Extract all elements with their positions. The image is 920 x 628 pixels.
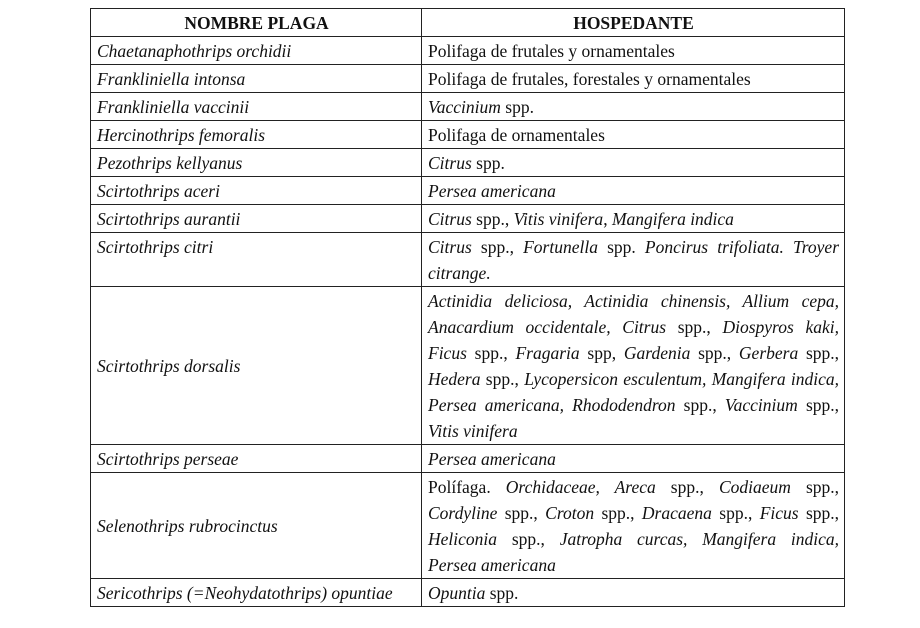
host-text: spp., xyxy=(594,503,642,523)
host-text: spp., xyxy=(480,369,525,389)
host-taxon-text: Persea americana xyxy=(428,449,556,469)
host-cell xyxy=(422,93,845,121)
table-row xyxy=(91,445,845,473)
host-taxon-text: Vitis vinifera xyxy=(428,421,518,441)
host-taxon-text: Lycopersicon esculentum, Mangifera indica, Persea americana, Rhododendron xyxy=(428,369,840,415)
host-taxon-text: Ficus xyxy=(759,503,799,523)
host-text: spp., xyxy=(497,503,546,523)
host-text: spp. xyxy=(500,97,534,117)
host-text: spp., xyxy=(690,343,739,363)
host-taxon-text: Codiaeum xyxy=(718,477,791,497)
host-taxon-text: Persea americana xyxy=(428,181,556,201)
host-text: spp. xyxy=(471,153,505,173)
table-row xyxy=(91,177,845,205)
host-taxon-text: Orchidaceae, Areca xyxy=(505,477,656,497)
table-row xyxy=(91,233,845,287)
host-cell xyxy=(422,445,845,473)
host-text: Polífaga. xyxy=(428,477,506,497)
header-hospedante: HOSPEDANTE xyxy=(422,9,845,37)
table-row xyxy=(91,205,845,233)
host-text: spp., xyxy=(790,477,840,497)
host-text: Polifaga de frutales y ornamentales xyxy=(428,41,675,61)
host-taxon-text: Citrus xyxy=(428,209,472,229)
header-row xyxy=(91,9,845,37)
host-text: spp., xyxy=(466,343,516,363)
table-row xyxy=(91,37,845,65)
pest-name: Hercinothrips femoralis xyxy=(91,121,422,149)
table-row xyxy=(91,65,845,93)
host-cell xyxy=(422,65,845,93)
host-taxon-text: Opuntia xyxy=(428,583,486,603)
pest-name: Scirtothrips aurantii xyxy=(91,205,422,233)
host-taxon-text: Diospyros kaki, Ficus xyxy=(428,317,839,363)
host-text: spp. xyxy=(597,237,645,257)
table-row xyxy=(91,93,845,121)
pest-name: Scirtothrips dorsalis xyxy=(91,287,422,445)
host-text: spp., xyxy=(471,237,524,257)
host-cell xyxy=(422,287,845,445)
host-cell xyxy=(422,233,845,287)
host-taxon-text: Fortunella xyxy=(523,237,598,257)
host-taxon-text: Actinidia deliciosa, Actinidia chinensis, Allium cepa, Anacardium occidentale, Citrus xyxy=(428,291,839,337)
host-cell xyxy=(422,579,845,607)
table-row xyxy=(91,149,845,177)
host-text: spp., xyxy=(798,503,840,523)
pest-name: Pezothrips kellyanus xyxy=(91,149,422,177)
host-taxon-text: Vaccinium xyxy=(428,97,501,117)
host-text: spp., xyxy=(711,503,760,523)
host-cell xyxy=(422,473,845,579)
host-cell xyxy=(422,37,845,65)
table-row xyxy=(91,121,845,149)
table-row xyxy=(91,579,845,607)
host-taxon-text: Croton xyxy=(545,503,595,523)
host-text: spp., xyxy=(797,395,839,415)
pest-name: Frankliniella vaccinii xyxy=(91,93,422,121)
host-cell xyxy=(422,149,845,177)
host-taxon-text: Vitis vinifera xyxy=(513,209,604,229)
host-taxon-text: Citrus xyxy=(428,237,472,257)
host-taxon-text: Heliconia xyxy=(428,529,498,549)
header-nombre-plaga: NOMBRE PLAGA xyxy=(91,9,422,37)
host-text: spp., xyxy=(655,477,719,497)
host-taxon-text: Gerbera xyxy=(738,343,799,363)
host-text: spp., xyxy=(675,395,725,415)
host-taxon-text: Vaccinium xyxy=(724,395,798,415)
pest-name: Chaetanaphothrips orchidii xyxy=(91,37,422,65)
pest-name: Scirtothrips perseae xyxy=(91,445,422,473)
host-text: spp., xyxy=(798,343,840,363)
host-taxon-text: Fragaria xyxy=(515,343,580,363)
pest-name: Frankliniella intonsa xyxy=(91,65,422,93)
pest-name: Sericothrips (=Neohydatothrips) opuntiae xyxy=(91,579,422,607)
host-cell xyxy=(422,205,845,233)
host-taxon-text: Poncirus trifoliata. Troyer citrange. xyxy=(428,237,840,283)
pest-name: Scirtothrips citri xyxy=(91,233,422,287)
pest-host-table xyxy=(90,8,845,607)
host-taxon-text: Citrus xyxy=(428,153,472,173)
host-cell xyxy=(422,121,845,149)
pest-name: Selenothrips rubrocinctus xyxy=(91,473,422,579)
host-taxon-text: Cordyline xyxy=(428,503,498,523)
host-taxon-text: Jatropha curcas, Mangifera indica, Persea americana xyxy=(428,529,840,575)
host-text: spp. xyxy=(485,583,519,603)
host-text: spp., xyxy=(666,317,723,337)
host-text: Polifaga de frutales, forestales y ornamentales xyxy=(428,69,751,89)
table-row xyxy=(91,287,845,445)
host-taxon-text: Mangifera indica xyxy=(611,209,734,229)
host-taxon-text: Hedera xyxy=(428,369,481,389)
host-taxon-text: Gardenia xyxy=(623,343,691,363)
host-taxon-text: Dracaena xyxy=(641,503,712,523)
host-text: spp, xyxy=(579,343,624,363)
host-text: spp., xyxy=(497,529,560,549)
host-cell xyxy=(422,177,845,205)
table-row xyxy=(91,473,845,579)
pest-name: Scirtothrips aceri xyxy=(91,177,422,205)
host-text: spp., xyxy=(471,209,514,229)
host-text: , xyxy=(603,209,612,229)
host-text: Polifaga de ornamentales xyxy=(428,125,605,145)
